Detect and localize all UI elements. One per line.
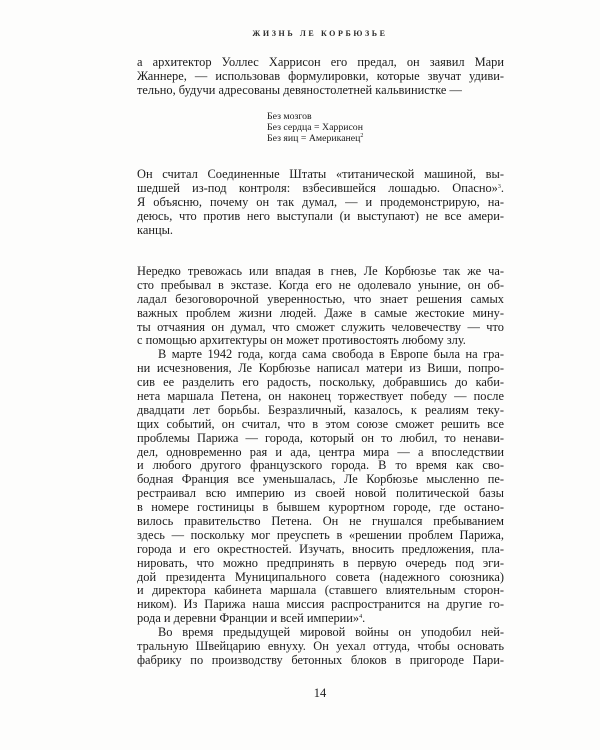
line-text: в номере гостиницы в бывшем курортном городе, где остано- bbox=[137, 500, 504, 515]
line-text: с помощью архитектуры он может противостоять любому злу. bbox=[137, 333, 466, 348]
line-text: Во время предыдущей мировой войны он уподобил ней- bbox=[158, 625, 504, 640]
poem-quote bbox=[267, 111, 363, 144]
line-text: фабрику по производству бетонных блоков в пригороде Пари- bbox=[137, 652, 504, 667]
paragraph-main-text bbox=[137, 265, 504, 668]
poem-line-text: Без яиц = Американец bbox=[267, 133, 361, 144]
line-text: Я объясню, почему он так думал, — и продемонстрирую, на- bbox=[137, 194, 504, 209]
poem-line-text: Без сердца = Харрисон bbox=[267, 122, 363, 133]
line-text: Он считал Соединенные Штаты «титанической машиной, вы- bbox=[137, 167, 504, 181]
text-line bbox=[137, 376, 504, 390]
text-line bbox=[137, 279, 504, 293]
text-line bbox=[137, 390, 504, 404]
line-text: тральную Швейцарию евнуху. Он уехал оттуда, чтобы основать bbox=[137, 639, 504, 654]
text-line bbox=[137, 348, 504, 362]
text-line bbox=[137, 196, 504, 210]
text-line bbox=[137, 459, 504, 473]
text-line bbox=[137, 168, 504, 182]
text-line bbox=[137, 321, 504, 335]
line-text: а архитектор Уоллес Харрисон его предал, он заявил Мари bbox=[137, 55, 504, 69]
line-text: В марте 1942 года, когда сама свобода в Европе была на гра- bbox=[158, 347, 504, 362]
text-line bbox=[137, 210, 504, 224]
text-line bbox=[137, 501, 504, 515]
poem-line-text: Без мозгов bbox=[267, 111, 312, 122]
line-text: и директора кабинета маршала (ставшего влиятельным сторон- bbox=[137, 583, 504, 598]
text-line bbox=[137, 473, 504, 487]
line-text: проблемы Парижа — города, который он то любил, то ненави- bbox=[137, 430, 504, 445]
text-line bbox=[137, 571, 504, 585]
text-line bbox=[137, 654, 504, 668]
line-text: дел, одновременно рая и ада, центра мира — а впоследствии bbox=[137, 444, 504, 459]
text-line bbox=[137, 84, 504, 98]
text-line bbox=[137, 515, 504, 529]
text-line bbox=[137, 307, 504, 321]
text-line bbox=[137, 334, 504, 348]
text-line bbox=[137, 418, 504, 432]
text-line bbox=[137, 584, 504, 598]
line-text: ни исчезновения, Ле Корбюзье написал матери из Виши, попро- bbox=[137, 361, 504, 376]
text-line bbox=[137, 432, 504, 446]
text-line: рода и деревни Франции и всей империи»$^4$. bbox=[137, 611, 366, 626]
line-text: сив ее разделить его радость, поскольку, добравшись до каби- bbox=[137, 375, 504, 390]
text-line bbox=[137, 404, 504, 418]
line-text: деюсь, что против него выступали (и выступают) не все амери- bbox=[137, 208, 504, 223]
page-number: 14 bbox=[313, 686, 327, 700]
footnote-marker[interactable]: 2 bbox=[360, 133, 364, 139]
line-text: бодная Франция все уменьшалась, Ле Корбюзье мысленно пе- bbox=[137, 472, 504, 487]
line-text: рода и деревни Франции и всей империи» bbox=[137, 611, 360, 626]
text-line: шедшей из-под контроля: взбесившейся лошадью. Опасно»$^3$. bbox=[137, 180, 504, 195]
line-text: канцы. bbox=[137, 222, 174, 237]
line-text: здесь — поскольку мог преуспеть в «решении проблем Парижа, bbox=[137, 527, 504, 542]
line-text: рестраивал всю империю из своей новой политической базы bbox=[137, 486, 504, 501]
footnote-marker[interactable]: 3 bbox=[497, 183, 501, 190]
text-line bbox=[137, 598, 504, 612]
line-text: города и его окрестностей. Изучать, вносить предложения, пла- bbox=[137, 541, 504, 556]
paragraph-intro bbox=[137, 56, 504, 98]
text-line bbox=[137, 446, 504, 460]
poem-line bbox=[267, 111, 363, 122]
running-head: ЖИЗНЬ ЛЕ КОРБЮЗЬЕ bbox=[252, 29, 388, 38]
text-line bbox=[137, 56, 504, 70]
text-line bbox=[137, 557, 504, 571]
line-text: двадцати лет борьбы. Безразличный, казалось, к реалиям теку- bbox=[137, 402, 504, 417]
line-text: нировать, что можно предпринять в первую очередь под эги- bbox=[137, 555, 504, 570]
poem-line bbox=[267, 133, 363, 144]
line-text: важных проблем жизни людей. Даже в самые жестокие мину- bbox=[137, 305, 504, 320]
text-line bbox=[137, 224, 504, 238]
text-line bbox=[137, 529, 504, 543]
text-line bbox=[137, 265, 504, 279]
footnote-marker[interactable]: 4 bbox=[359, 614, 363, 621]
paragraph-united-states bbox=[137, 168, 504, 237]
line-text: ты отчаяния он думал, что сможет служить человечеству — что bbox=[137, 319, 504, 334]
line-text: тельно, будучи адресованы девяностолетней кальвинистке — bbox=[137, 82, 462, 97]
text-line bbox=[137, 626, 504, 640]
line-text: ладал безоговорочной уверенностью, что знает решения самых bbox=[137, 291, 504, 306]
line-text: и любого другого французского города. В то время как сво- bbox=[137, 458, 504, 473]
line-text: Нередко тревожась или впадая в гнев, Ле Корбюзье так же ча- bbox=[137, 264, 504, 278]
text-line bbox=[137, 70, 504, 84]
text-line bbox=[137, 487, 504, 501]
line-text: ником). Из Парижа наша миссия распространится на другие го- bbox=[137, 597, 504, 612]
text-line bbox=[137, 543, 504, 557]
text-line bbox=[137, 362, 504, 376]
text-line bbox=[137, 293, 504, 307]
line-text: шедшей из-под контроля: взбесившейся лошадью. Опасно» bbox=[137, 180, 498, 195]
line-text: щих событий, он считал, что в этом союзе сможет решить все bbox=[137, 416, 504, 431]
line-text: сто пребывал в экстазе. Когда его не одолевало уныние, он об- bbox=[137, 277, 504, 292]
line-text: Жаннере, — использовав формулировки, которые звучат удиви- bbox=[137, 68, 504, 83]
line-text: дой президента Муниципального совета (надежного союзника) bbox=[137, 569, 504, 584]
line-text: вилось правительство Петена. Он не гнушался пребыванием bbox=[137, 514, 504, 529]
poem-line bbox=[267, 122, 363, 133]
line-text: нета маршала Петена, он наконец торжествует победу — после bbox=[137, 389, 504, 404]
text-line bbox=[137, 640, 504, 654]
